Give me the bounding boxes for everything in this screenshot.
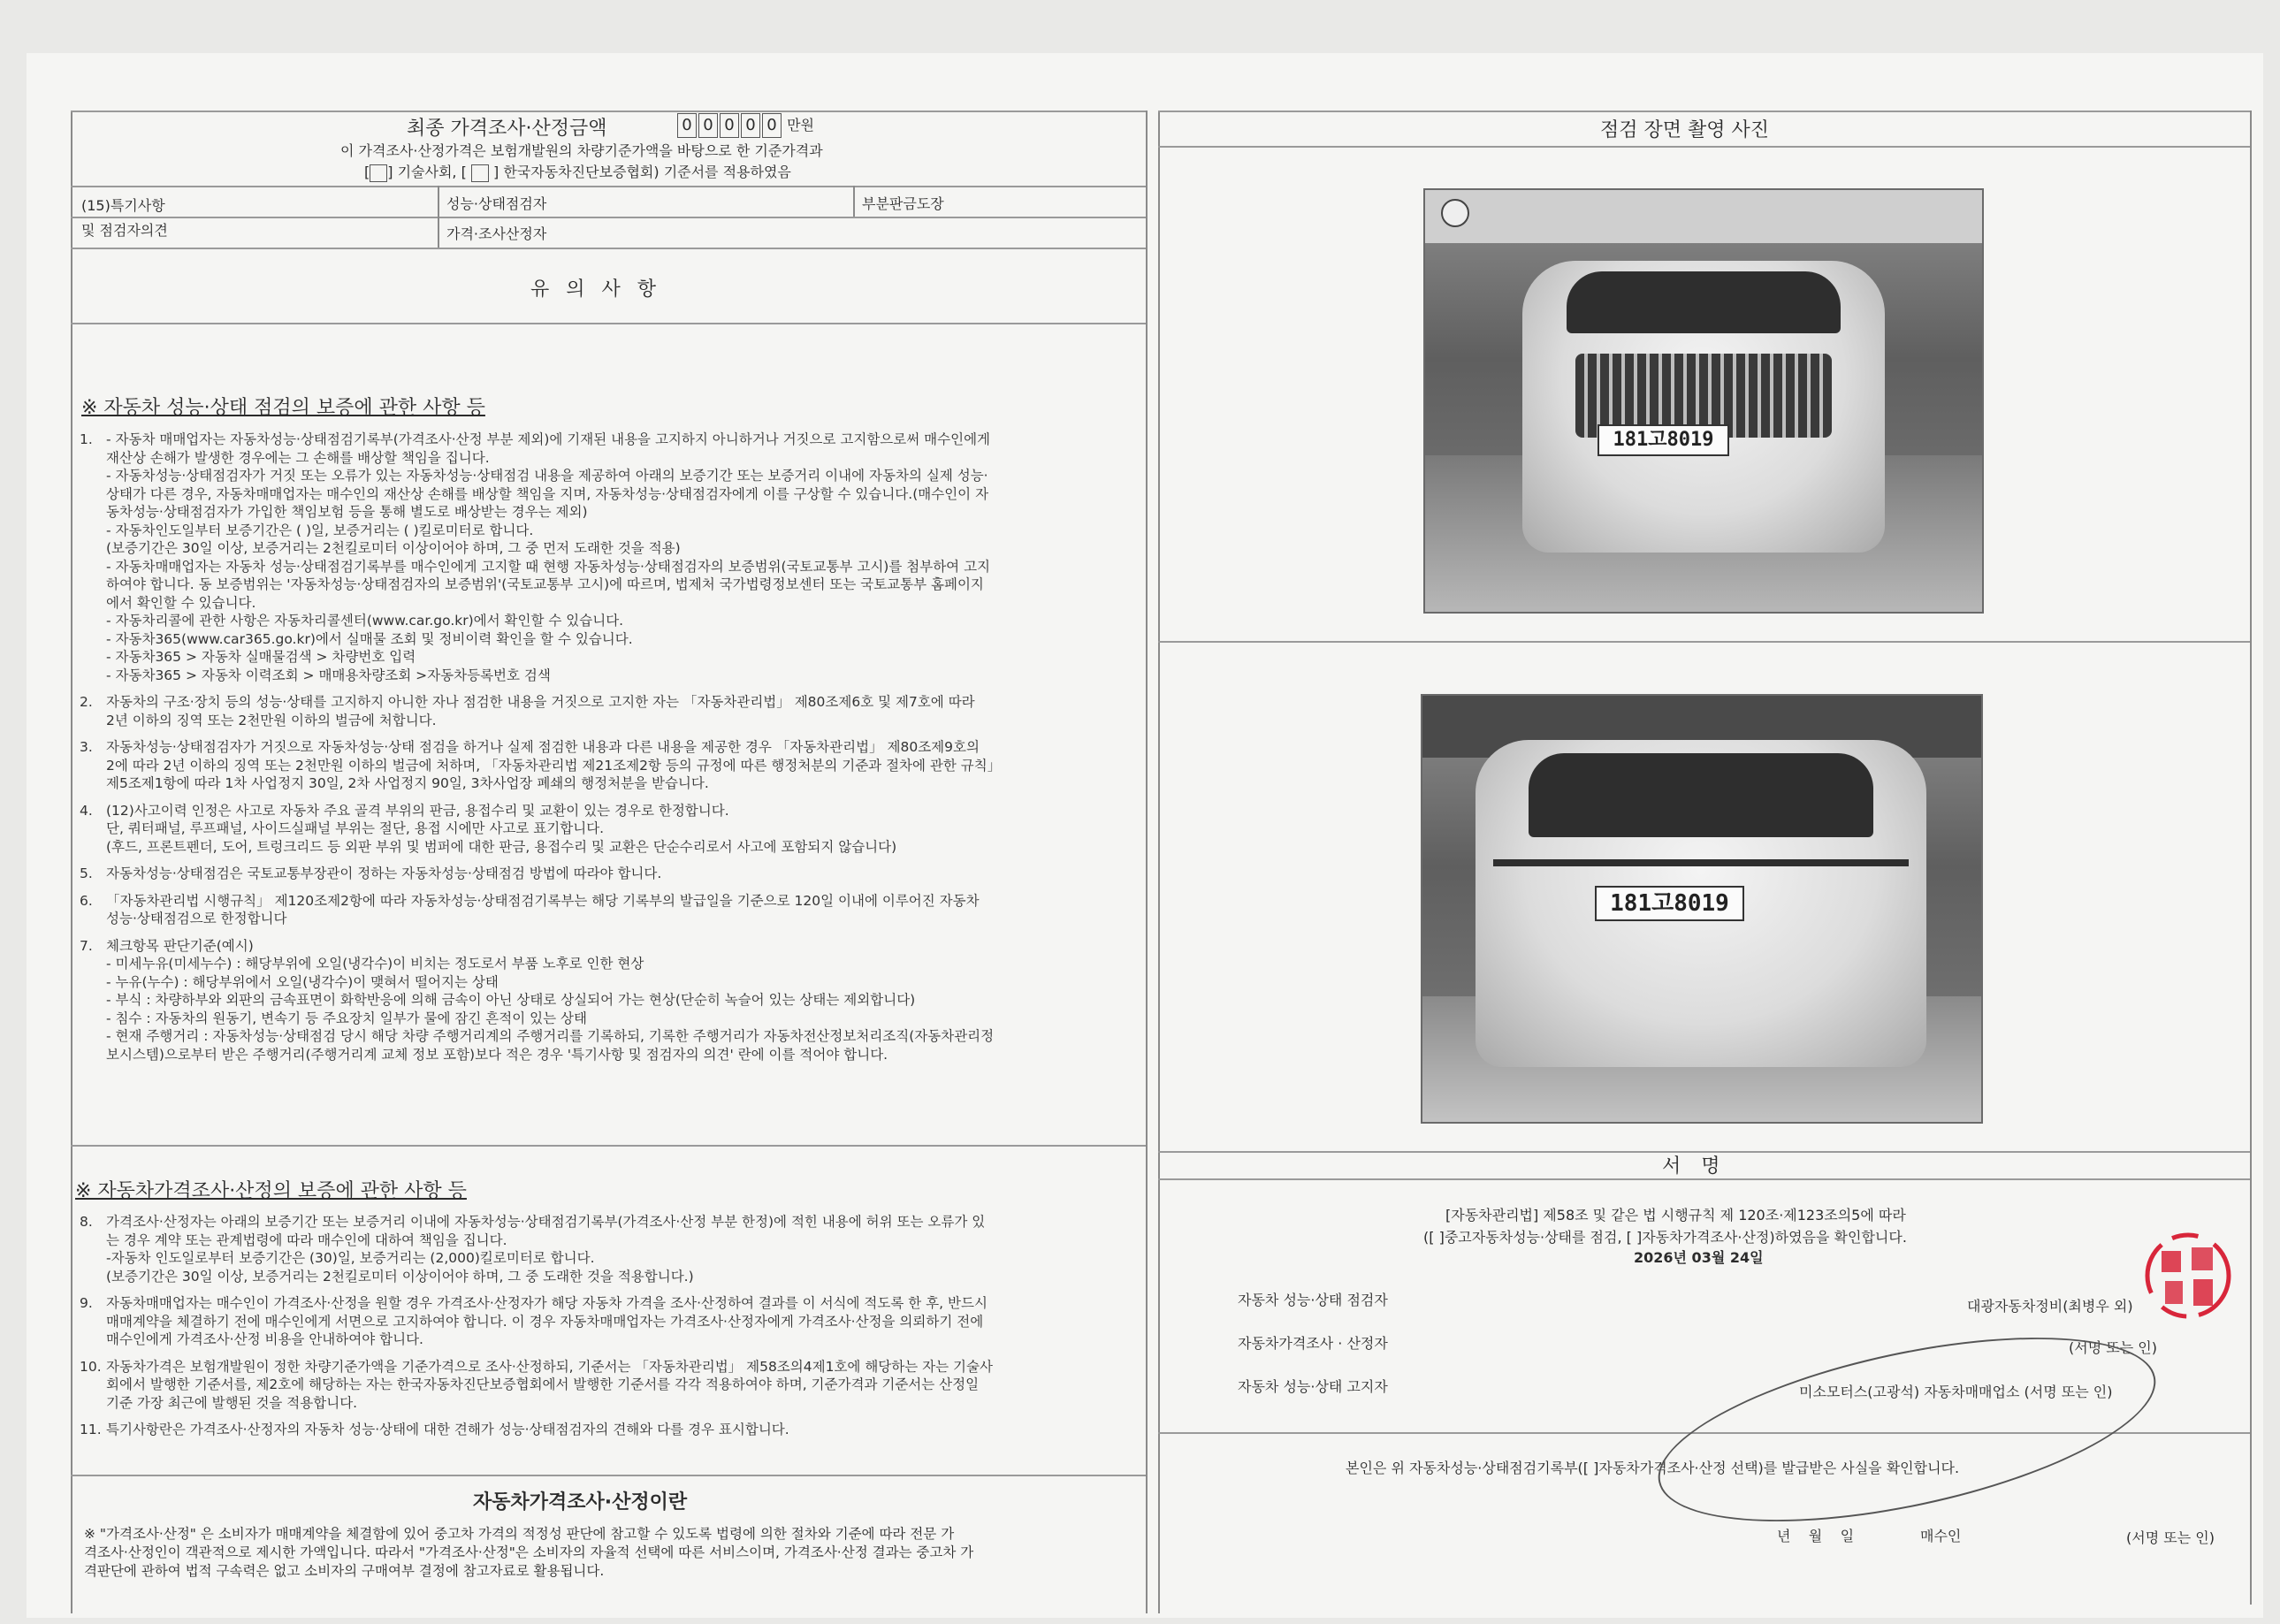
notice-item — [80, 693, 1136, 729]
center-divider-2 — [1158, 111, 1160, 1613]
notice-item-body — [80, 802, 1136, 857]
notice-item — [80, 865, 1136, 883]
notice-line: 체크항목 판단기준(예시) — [106, 937, 254, 954]
appraisal-body — [84, 1525, 1140, 1581]
special-notes-label: (15)특기사항 — [81, 197, 165, 214]
notice-line: 재산상 손해가 발생한 경우에는 그 손해를 배상할 책임을 집니다. — [106, 449, 490, 466]
partial-paint-label: 부분판금도장 — [862, 195, 944, 212]
section2-end-rule — [71, 1475, 1146, 1476]
notice-item-number: 8. — [80, 1214, 93, 1230]
amount-unit: 만원 — [787, 117, 815, 133]
notice-line: 가격조사·산정자는 아래의 보증기간 또는 보증거리 이내에 자동차성능·상태점검기록부(가격조사·산정 부분 한정)에 적힌 내용에 허위 또는 오류가 있 — [106, 1214, 986, 1230]
notice-title: 유 의 사 항 — [530, 278, 661, 301]
photo-mid-rule — [1158, 641, 2250, 643]
notice-line: - 자동차매매업자는 자동차 성능·상태점검기록부를 매수인에게 고지할 때 현행 자동차성능·상태점검자의 보증범위(국토교통부 고시)를 첨부하여 고지 — [106, 558, 991, 575]
notice-line: - 자동차365 > 자동차 이력조회 > 매매용차량조회 >자동차등록번호 검색 — [106, 667, 551, 683]
notice-item-body — [80, 1421, 1136, 1439]
notice-item-number: 3. — [80, 739, 93, 755]
receipt-line: 본인은 위 자동차성능·상태점검기록부([ ]자동차가격조사·산정 선택)를 발급받은 사실을 확인합니다. — [1346, 1460, 1960, 1476]
notice-line: (12)사고이력 인정은 사고로 자동차 주요 골격 부위의 판금, 용접수리 및 교환이 있는 경우로 한정합니다. — [106, 802, 729, 819]
notice-item — [80, 738, 1136, 793]
notice-line: (후드, 프론트펜더, 도어, 트렁크리드 등 외판 부위 및 범퍼에 대한 판금, 용접수리 및 교환은 단순수리로서 사고에 포함되지 않습니다) — [106, 838, 897, 855]
photo-title: 점검 장면 촬영 사진 — [1600, 119, 1769, 141]
tail-light-bar — [1493, 859, 1909, 866]
notice-item-number: 10. — [80, 1358, 102, 1375]
photo-title-rule — [1158, 146, 2250, 148]
notice-line: - 침수 : 자동차의 원동기, 변속기 등 주요장치 일부가 물에 잠긴 흔적이 있는 상태 — [106, 1010, 587, 1026]
notice-line: 는 경우 계약 또는 관계법령에 따라 매수인에 대하여 책임을 집니다. — [106, 1231, 507, 1248]
checkbox-tech[interactable] — [370, 164, 387, 182]
notice-item-body — [80, 738, 1136, 793]
notice-line: 회에서 발행한 기준서를, 제2호에 해당하는 자는 한국자동차진단보증협회에서 발행한 기준서를 각각 적용하여야 하며, 기준가격과 기준서는 산정일 — [106, 1376, 980, 1392]
amount-digit: 0 — [762, 113, 782, 138]
wall-clock-icon — [1441, 199, 1469, 227]
seal-stamp-icon — [2135, 1224, 2241, 1330]
notice-line: 자동차의 구조·장치 등의 성능·상태를 고지하지 아니한 자나 점검한 내용을 거짓으로 고지한 자는 「자동차관리법」 제80조제6호 및 제7호에 따라 — [106, 694, 975, 710]
top-border-right — [1158, 111, 2250, 112]
notice-item — [80, 937, 1136, 1064]
notice-line: 2에 따라 2년 이하의 징역 또는 2천만원 이하의 벌금에 처하며, 「자동차관리법 제21조제2항 등의 규정에 따른 행정처분의 기준과 절차에 관한 규칙」 — [106, 757, 1002, 774]
rear-photo — [1421, 694, 1983, 1124]
notice-item-number: 11. — [80, 1422, 102, 1437]
sign-row-value: 미소모터스(고광석) 자동차매매업소 (서명 또는 인) — [1799, 1384, 2113, 1400]
date-labels: 년 월 일 — [1777, 1528, 1855, 1544]
signature-title: 서 명 — [1662, 1155, 1727, 1178]
front-photo — [1423, 188, 1984, 614]
notice-line: 하여야 합니다. 동 보증범위는 '자동차성능·상태점검자의 보증범위'(국토교통부 고시)에 따르며, 법제처 국가법령정보센터 또는 국토교통부 홈페이지 — [106, 576, 984, 592]
notice-item-body — [80, 1294, 1136, 1349]
notice-item — [80, 1294, 1136, 1349]
top-border-left — [71, 111, 1146, 112]
special-notes-label-2: 및 점검자의견 — [81, 222, 168, 239]
notice-line: 상태가 다른 경우, 자동차매매업자는 매수인의 재산상 손해를 배상할 책임을 지며, 자동차성능·상태점검자에게 이를 구상할 수 있습니다.(매수인이 자 — [106, 485, 989, 502]
amount-digit: 0 — [698, 113, 718, 138]
notice-line: 보시스템)으로부터 받은 주행거리(주행거리계 교체 정보 포함)보다 적은 경우 '특기사항 및 점검자의 의견' 란에 이를 적어야 합니다. — [106, 1046, 888, 1063]
notice-line: 에서 확인할 수 있습니다. — [106, 594, 256, 611]
notice-line: - 현재 주행거리 : 자동차성능·상태점검 당시 해당 차량 주행거리계의 주행거리를 기록하되, 기록한 주행거리가 자동차전산정보처리조직(자동차관리정 — [106, 1028, 995, 1044]
info-bottom-rule — [71, 248, 1146, 249]
notice-item-body — [80, 693, 1136, 729]
notice-item-number: 6. — [80, 892, 93, 909]
notice-line: 매매계약을 체결하기 전에 매수인에게 서면으로 고지하여야 합니다. 이 경우 자동차매매업자는 가격조사·산정자에게 가격조사·산정을 의뢰하기 전에 — [106, 1313, 984, 1330]
notice-item-body — [80, 892, 1136, 928]
notice-line: 매수인에게 가격조사·산정 비용을 안내하여야 합니다. — [106, 1331, 423, 1347]
seal-stamp — [2135, 1224, 2241, 1330]
notice-item-number: 1. — [80, 431, 93, 447]
notice-item-body — [80, 431, 1136, 684]
notice-line: - 자동차성능·상태점검자가 거짓 또는 오류가 있는 자동차성능·상태점검 내용을 제공하여 아래의 보증기간 또는 보증거리 이내에 자동차의 실제 성능· — [106, 468, 988, 484]
amount-digit: 0 — [720, 113, 739, 138]
notice-item — [80, 892, 1136, 928]
notice-item-number: 9. — [80, 1295, 93, 1311]
notice-line: (보증기간은 30일 이상, 보증거리는 2천킬로미터 이상이어야 하며, 그 중 먼저 도래한 것을 적용) — [106, 540, 681, 556]
notice-item — [80, 1213, 1136, 1285]
notice-item-number: 7. — [80, 937, 93, 954]
confirm-line: ([ ]중고자동차성능·상태를 점검, [ ]자동차가격조사·산정)하였음을 확인합니다. — [1423, 1229, 1907, 1246]
notice-item-body — [80, 865, 1136, 883]
buyer-label: 매수인 — [1920, 1528, 1962, 1544]
info-row-rule — [71, 217, 1146, 218]
notice-item — [80, 431, 1136, 684]
center-divider — [1146, 111, 1148, 1613]
notice-line: - 자동차 매매업자는 자동차성능·상태점검기록부(가격조사·산정 부분 제외)에 기재된 내용을 고지하지 아니하거나 거짓으로 고지함으로써 매수인에게 — [106, 431, 991, 447]
sign-row-value: 대광자동차정비(최병우 외) — [1967, 1298, 2133, 1315]
appraisal-line: 격조사·산정인이 객관적으로 제시한 가액입니다. 따라서 "가격조사·산정"은 소비자의 자율적 선택에 따른 서비스이며, 가격조사·산정 결과는 중고차 가 — [84, 1544, 974, 1560]
info-col-1 — [438, 186, 439, 248]
inspector-label: 성능·상태점검자 — [446, 195, 547, 212]
notice-line: 자동차가격은 보험개발원이 정한 차량기준가액을 기준가격으로 조사·산정하되, 기준서는 「자동차관리법」 제58조의4제1호에 해당하는 자는 기술사 — [106, 1358, 993, 1375]
notice-item — [80, 802, 1136, 857]
section1-end-rule — [71, 1145, 1146, 1147]
notice-line: 제5조제1항에 따라 1차 사업정지 30일, 2차 사업정지 90일, 3차사업장 폐쇄의 행정처분을 받습니다. — [106, 775, 709, 791]
notice-line: 특기사항란은 가격조사·산정자의 자동차 성능·상태에 대한 견해가 성능·상태점검자의 견해와 다를 경우 표시합니다. — [106, 1422, 789, 1437]
notice-line: - 자동차인도일부터 보증기간은 ( )일, 보증거리는 ( )킬로미터로 합니다. — [106, 522, 534, 538]
rear-license-plate: 181고8019 — [1595, 886, 1744, 921]
notice-item-number: 5. — [80, 865, 93, 881]
sign-row-label: 자동차 성능·상태 고지자 — [1238, 1378, 1388, 1395]
sign-title-rule — [1158, 1178, 2250, 1180]
notice-line: 자동차성능·상태점검자가 거짓으로 자동차성능·상태 점검을 하거나 실제 점검한 내용과 다른 내용을 제공한 경우 「자동차관리법」 제80조제9호의 — [106, 739, 980, 755]
info-col-2 — [853, 186, 855, 217]
notice-line: - 누유(누수) : 해당부위에서 오일(냉각수)이 맺혀서 떨어지는 상태 — [106, 973, 499, 990]
notice-line: (보증기간은 30일 이상, 보증거리는 2천킬로미터 이상이어야 하며, 그 중 도래한 것을 적용합니다.) — [106, 1268, 694, 1285]
signature-date: 2026년 03월 24일 — [1634, 1249, 1764, 1266]
section2-title: ※ 자동차가격조사·산정의 보증에 관한 사항 등 — [75, 1180, 467, 1202]
header-rule — [71, 186, 1146, 187]
basis-line: 이 가격조사·산정가격은 보험개발원의 차량기준가액을 바탕으로 한 기준가격과 — [340, 142, 823, 159]
notice-item-number: 4. — [80, 802, 93, 819]
notice-item-body — [80, 1213, 1136, 1285]
basis-line-2: [ ] 기술사회, [ ] 한국자동차진단보증협회) 기준서를 적용하였음 — [364, 164, 791, 180]
assessor-label: 가격·조사산정자 — [446, 225, 547, 242]
section1-title: ※ 자동차 성능·상태 점검의 보증에 관한 사항 등 — [81, 397, 485, 419]
notice-line: 성능·상태점검으로 한정합니다 — [106, 911, 287, 926]
sign-row-value: (서명 또는 인) — [2069, 1339, 2157, 1356]
notice-line: 「자동차관리법 시행규칙」 제120조제2항에 따라 자동차성능·상태점검기록부는 해당 기록부의 발급일을 기준으로 120일 이내에 이루어진 자동차 — [106, 892, 980, 909]
windshield — [1567, 271, 1841, 333]
sign-row-label: 자동차 성능·상태 점검자 — [1238, 1292, 1388, 1308]
notice-line: 2년 이하의 징역 또는 2천만원 이하의 벌금에 처합니다. — [106, 712, 437, 728]
buyer-sign-label: (서명 또는 인) — [2126, 1529, 2215, 1546]
appraisal-title: 자동차가격조사·산정이란 — [473, 1491, 688, 1513]
notice-line: 자동차매매업자는 매수인이 가격조사·산정을 원할 경우 가격조사·산정자가 해당 자동차 가격을 조사·산정하여 결과를 이 서식에 적도록 한 후, 반드시 — [106, 1295, 987, 1311]
notice-line: 동차성능·상태점검자가 가입한 책임보험 등을 통해 별도로 배상받는 경우는 제외) — [106, 504, 588, 520]
notice-line: - 미세누유(미세누수) : 해당부위에 오일(냉각수)이 비치는 정도로서 부품 노후로 인한 현상 — [106, 956, 644, 972]
notice-item — [80, 1421, 1136, 1439]
notice-item — [80, 1358, 1136, 1413]
notice-line: - 부식 : 차량하부와 외판의 금속표면이 화학반응에 의해 금속이 아닌 상태로 상실되어 가는 현상(단순히 녹슬어 있는 상태는 제외합니다) — [106, 992, 916, 1008]
law-line: [자동차관리법] 제58조 및 같은 법 시행규칙 제 120조·제123조의5에 따라 — [1445, 1207, 1906, 1224]
appraisal-line: 격판단에 관하여 법적 구속력은 없고 소비자의 구매여부 결정에 참고자료로 활용됩니다. — [84, 1563, 605, 1579]
notice-item-body — [80, 1358, 1136, 1413]
appraisal-line: ※ "가격조사·산정" 은 소비자가 매매계약을 체결함에 있어 중고차 가격의 적정성 판단에 참고할 수 있도록 법령에 의한 절차와 기준에 따라 전문 가 — [84, 1526, 955, 1542]
notice-line: - 자동차365(www.car365.go.kr)에서 실매물 조회 및 정비이력 확인을 할 수 있습니다. — [106, 630, 633, 647]
garage-ceiling — [1425, 190, 1982, 243]
amount-digit: 0 — [677, 113, 697, 138]
checkbox-kadia[interactable] — [471, 164, 489, 182]
notice-rule — [71, 323, 1146, 324]
notice-line: -자동차 인도일로부터 보증기간은 (30)일, 보증거리는 (2,000)킬로미터로 합니다. — [106, 1250, 595, 1266]
notice-line: - 자동차365 > 자동차 실매물검색 > 차량번호 입력 — [106, 649, 416, 665]
notice-line: 단, 쿼터패널, 루프패널, 사이드실패널 부위는 절단, 용접 시에만 사고로 표기합니다. — [106, 820, 605, 836]
notice-line: 자동차성능·상태점검은 국토교통부장관이 정하는 자동차성능·상태점검 방법에 따라야 합니다. — [106, 865, 662, 881]
right-border — [2250, 111, 2252, 1605]
rear-window — [1529, 753, 1873, 837]
amount-digit: 0 — [741, 113, 760, 138]
notice-item-body — [80, 937, 1136, 1064]
amount-boxes — [676, 113, 814, 138]
final-price-label: 최종 가격조사·산정금액 — [407, 118, 607, 140]
front-license-plate: 181고8019 — [1598, 424, 1729, 456]
notice-item-number: 2. — [80, 694, 93, 710]
sign-row-label: 자동차가격조사 · 산정자 — [1238, 1335, 1388, 1352]
left-border — [71, 111, 72, 1613]
notice-line: - 자동차리콜에 관한 사항은 자동차리콜센터(www.car.go.kr)에서 확인할 수 있습니다. — [106, 613, 624, 629]
notice-line: 기준 가장 최근에 발행된 것을 적용합니다. — [106, 1394, 358, 1411]
